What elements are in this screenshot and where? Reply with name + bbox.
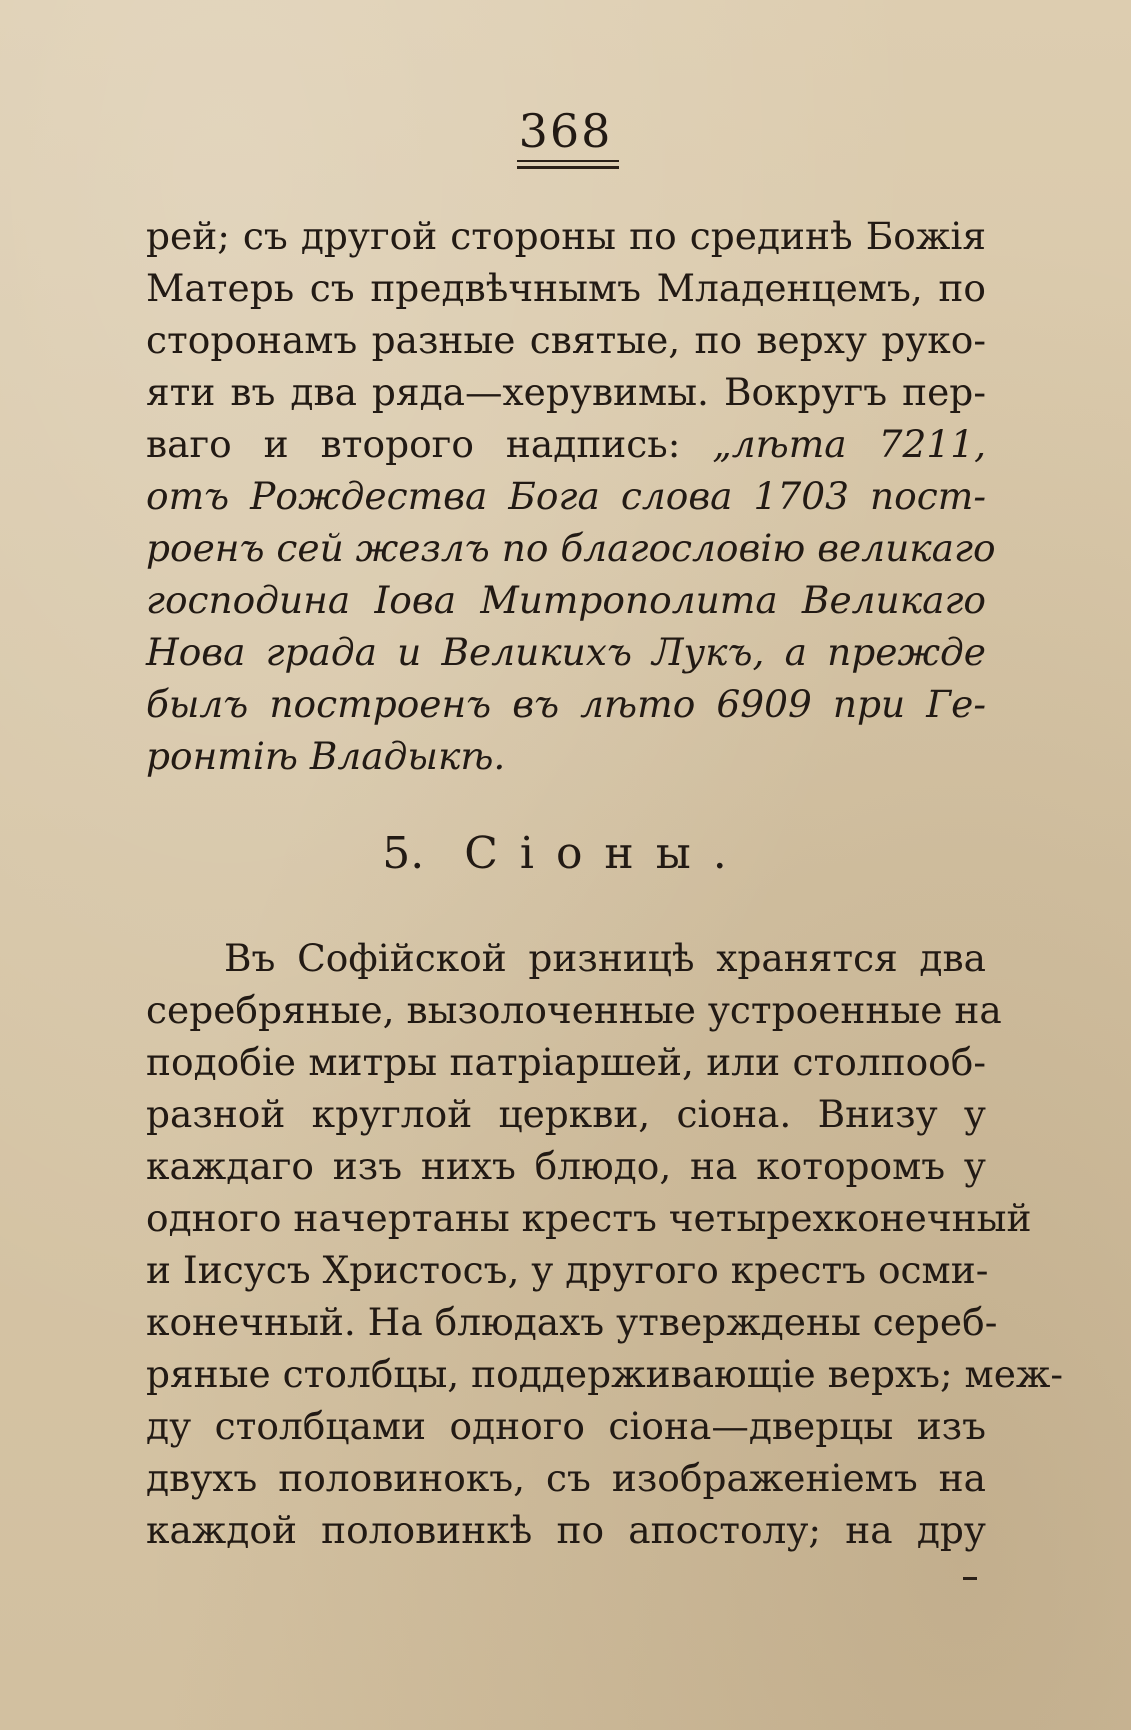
text-line: двухъ половинокъ, съ изображеніемъ на [146, 1456, 986, 1500]
text-line-mixed [146, 418, 986, 470]
quote-fragment: „лѣта 7211, [712, 422, 986, 466]
text-line: конечный. На блюдахъ утверждены сереб- [146, 1300, 998, 1344]
text-line: и Іисусъ Христосъ, у другого крестъ осми- [146, 1248, 989, 1292]
page-number-rule-thick [517, 166, 619, 169]
text-line: сторонамъ разные святые, по верху руко- [146, 318, 986, 362]
quote-line: былъ построенъ въ лѣто 6909 при Ге- [146, 682, 986, 726]
section-title: Сіоны. [464, 828, 749, 879]
text-line: ду столбцами одного сіона—дверцы изъ [146, 1404, 986, 1448]
section-heading [0, 828, 1131, 879]
page-number-rule [517, 160, 619, 162]
paragraph-2 [146, 932, 1064, 1556]
paragraph-1 [146, 210, 996, 782]
text-line: Матерь съ предвѣчнымъ Младенцемъ, по [146, 266, 986, 310]
text-fragment: ваго и второго надпись: [146, 422, 713, 466]
text-line: подобіе митры патріаршей, или столпооб- [146, 1040, 986, 1084]
text-line: одного начертаны крестъ четырехконечный [146, 1196, 1032, 1240]
section-number: 5. [382, 828, 425, 879]
quote-line: роенъ сей жезлъ по благословію великаго [146, 526, 996, 570]
quote-line: ронтіѣ Владыкѣ. [146, 734, 506, 778]
text-line: каждой половинкѣ по апостолу; на дру [146, 1508, 986, 1552]
page-number: 368 [518, 104, 613, 158]
text-line: каждаго изъ нихъ блюдо, на которомъ у [146, 1144, 986, 1188]
text-line: серебряные, вызолоченные устроенные на [146, 988, 1002, 1032]
hyphen-mark [963, 1577, 977, 1580]
text-line: разной круглой церкви, сіона. Внизу у [146, 1092, 986, 1136]
text-line: Въ Софійской ризницѣ хранятся два [224, 936, 986, 980]
quote-line: Нова града и Великихъ Лукъ, а прежде [146, 630, 986, 674]
quote-line: отъ Рождества Бога слова 1703 пост- [146, 474, 986, 518]
text-line: ряные столбцы, поддерживающіе верхъ; меж- [146, 1352, 1064, 1396]
text-line: яти въ два ряда—херувимы. Вокругъ пер- [146, 370, 986, 414]
text-line: рей; съ другой стороны по срединѣ Божія [146, 214, 986, 258]
quote-line: господина Іова Митрополита Великаго [146, 578, 986, 622]
